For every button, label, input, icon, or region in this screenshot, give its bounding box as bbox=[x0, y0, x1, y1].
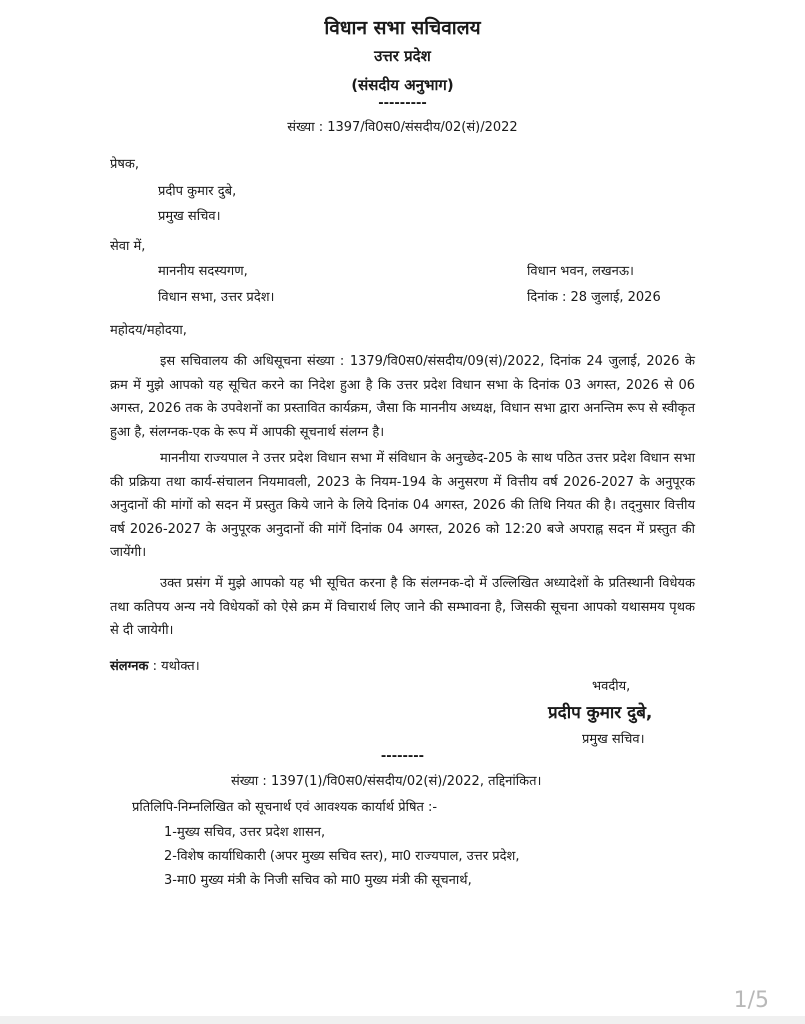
salutation: महोदय/महोदया, bbox=[110, 323, 187, 338]
sender-designation: प्रमुख सचिव। bbox=[158, 209, 221, 224]
header-rule: --------- bbox=[378, 96, 427, 111]
sender-label: प्रेषक, bbox=[110, 157, 140, 172]
office-title: विधान सभा सचिवालय bbox=[324, 17, 481, 39]
enclosure-line bbox=[110, 656, 200, 674]
copy-item-2: 2-विशेष कार्याधिकारी (अपर मुख्य सचिव स्तर), मा0 राज्यपाल, उत्तर प्रदेश, bbox=[164, 849, 520, 864]
bottom-bar bbox=[0, 1016, 805, 1024]
body-paragraph-1: इस सचिवालय की अधिसूचना संख्या : 1379/वि0स0/संसदीय/09(सं)/2022, दिनांक 24 जुलाई, 2026 के क्रम में मुझे आपको यह सूचित करने का निदेश हुआ है कि उत्तर प्रदेश विधान सभा के दिनांक 03 अगस्त, 2026 से 06 अगस्त, 2026 तक के उपवेशनों का प्रस्तावित कार्यक्रम, जैसा कि माननीय अध्यक्ष, विधान सभा द्वारा अनन्तिम रूप से स्वीकृत हुआ है, संलग्नक-एक के रूप में आपकी सूचनार्थ संलग्न है। bbox=[110, 354, 695, 440]
reference-number: संख्या : 1397/वि0स0/संसदीय/02(सं)/2022 bbox=[287, 120, 518, 135]
letter-date: दिनांक : 28 जुलाई, 2026 bbox=[527, 290, 661, 305]
recipient-label: सेवा में, bbox=[110, 239, 146, 254]
signature-closing: भवदीय, bbox=[592, 679, 631, 694]
copy-item-3: 3-मा0 मुख्य मंत्री के निजी सचिव को मा0 मुख्य मंत्री की सूचनार्थ, bbox=[164, 873, 472, 888]
enclosure-label: संलग्नक bbox=[110, 659, 149, 674]
state-name: उत्तर प्रदेश bbox=[374, 47, 431, 65]
recipient-line2: विधान सभा, उत्तर प्रदेश। bbox=[158, 290, 275, 305]
copy-intro: प्रतिलिपि-निम्नलिखित को सूचनार्थ एवं आवश्यक कार्यार्थ प्रेषित :- bbox=[132, 800, 438, 815]
copy-item-1: 1-मुख्य सचिव, उत्तर प्रदेश शासन, bbox=[164, 825, 326, 840]
recipient-line1: माननीय सदस्यगण, bbox=[158, 264, 248, 279]
copy-divider: -------- bbox=[380, 749, 425, 764]
enclosure-value: : यथोक्त। bbox=[152, 659, 200, 674]
body-paragraph-3: उक्त प्रसंग में मुझे आपको यह भी सूचित करना है कि संलग्नक-दो में उल्लिखित अध्यादेशों के प्रतिस्थानी विधेयक तथा कतिपय अन्य नये विधेयकों को ऐसे क्रम में विचारार्थ लिए जाने की सम्भावना है, जिसकी सूचना आपको यथासमय पृथक से दी जायेगी। bbox=[110, 576, 695, 638]
body-paragraph-2: माननीया राज्यपाल ने उत्तर प्रदेश विधान सभा में संविधान के अनुच्छेद-205 के साथ पठित उत्तर प्रदेश विधान सभा की प्रक्रिया तथा कार्य-संचालन नियमावली, 2023 के नियम-194 के अनुसरण में वित्तीय वर्ष 2026-2027 के अनुपूरक अनुदानों की मांगों को सदन में प्रस्तुत किये जाने के लिये दिनांक 04 अगस्त, 2026 की तिथि नियत की है। तद्नुसार वित्तीय वर्ष 2026-2027 के अनुपूरक अनुदानों की मांगें दिनांक 04 अगस्त, 2026 को 12:20 बजे अपराह्न सदन में प्रस्तुत की जायेंगी। bbox=[110, 451, 695, 560]
letter-place: विधान भवन, लखनऊ। bbox=[527, 264, 634, 279]
sender-name: प्रदीप कुमार दुबे, bbox=[158, 184, 237, 199]
section-name: (संसदीय अनुभाग) bbox=[351, 76, 454, 94]
signature-name: प्रदीप कुमार दुबे, bbox=[548, 703, 653, 723]
copy-reference-number: संख्या : 1397(1)/वि0स0/संसदीय/02(सं)/2022, तद्दिनांकित। bbox=[231, 774, 542, 789]
signature-designation: प्रमुख सचिव। bbox=[582, 732, 645, 747]
page-indicator: 1/5 bbox=[733, 988, 769, 1013]
